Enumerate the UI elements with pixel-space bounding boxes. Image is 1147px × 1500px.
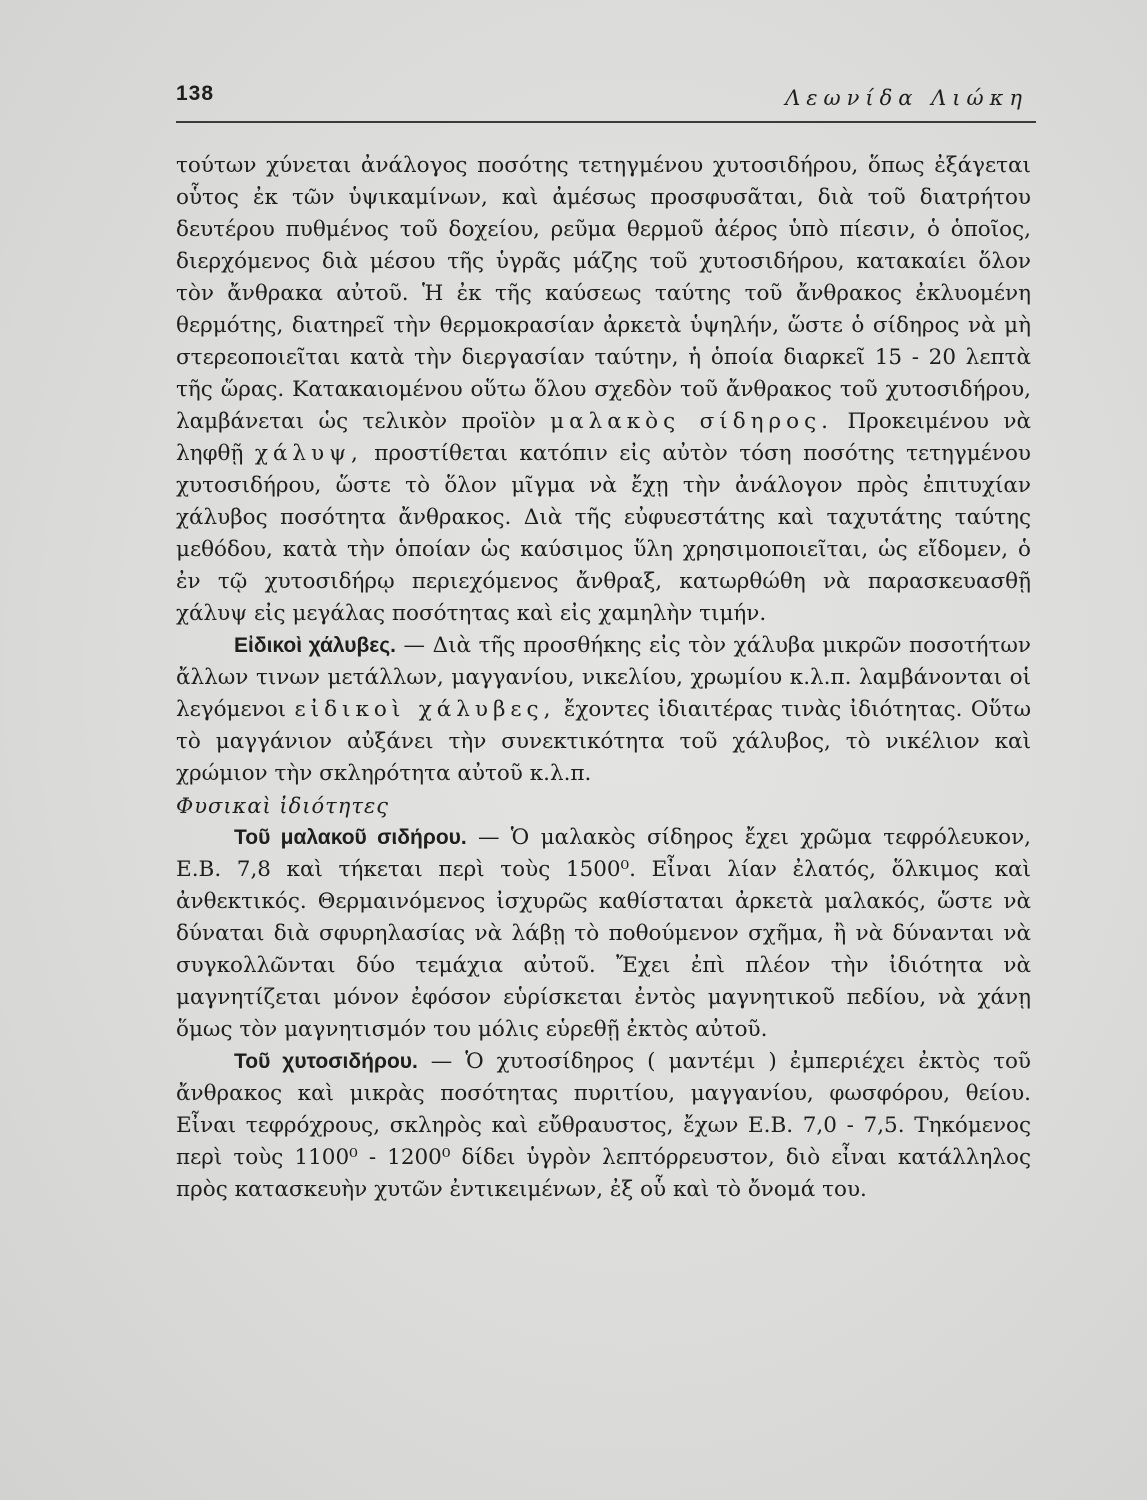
page-number: 138 xyxy=(176,82,215,105)
paragraph-text: ἔχοντες ἰδιαιτέρας τινὰς ἰδιότητας. Οὕτω τὸ μαγγάνιον αὐξάνει τὴν συνεκτικότητα τοῦ χάλυβος, τὸ νικέλιον καὶ χρώμιον τὴν σκληρότητα αὐτοῦ κ.λ.π. xyxy=(176,697,1031,786)
spaced-term-special-steels: εἰδικοὶ χάλυβες, xyxy=(294,697,556,722)
paragraph-text: Προκειμένου νὰ ληφθῇ xyxy=(176,409,1031,466)
spaced-term-steel: χάλυψ, xyxy=(254,441,363,466)
paragraph-bessemer-process xyxy=(176,150,1031,630)
section-heading-cast-iron: Τοῦ χυτοσιδήρου. xyxy=(234,1050,418,1073)
subheading-physical-properties: Φυσικαὶ ἰδιότητες xyxy=(176,794,390,818)
section-heading-special-steels: Εἰδικοὶ χάλυβες. xyxy=(234,634,396,657)
paragraph-soft-iron xyxy=(176,822,1031,1046)
paragraph-text: — Ὁ μαλακὸς σίδηρος ἔχει χρῶμα τεφρόλευκον, Ε.Β. 7,8 καὶ τήκεται περὶ τοὺς 1500⁰. Εἶναι λίαν ἐλατός, ὅλκιμος καὶ ἀνθεκτικός. Θερμαινόμενος ἰσχυρῶς καθίσταται ἀρκετὰ μαλακός, ὥστε νὰ δύναται διὰ σφυρηλασίας νὰ λάβῃ τὸ ποθούμενον σχῆμα, ἢ νὰ δύνανται νὰ συγκολλῶνται δύο τεμάχια αὐτοῦ. Ἔχει ἐπὶ πλέον τὴν ἰδιότητα νὰ μαγνητίζεται μόνον ἐφόσον εὑρίσκεται ἐντὸς μαγνητικοῦ πεδίου, νὰ χάνῃ ὅμως τὸν μαγνητισμόν του μόλις εὑρεθῇ ἐκτὸς αὐτοῦ. xyxy=(176,825,1032,1042)
paragraph-text: — Ὁ χυτοσίδηρος ( μαντέμι ) ἐμπεριέχει ἐκτὸς τοῦ ἄνθρακος καὶ μικρὰς ποσότητας πυριτίου, μαγγανίου, φωσφόρου, θείου. Εἶναι τεφρόχρους, σκληρὸς καὶ εὔθραυστος, ἔχων Ε.Β. 7,0 - 7,5. Τηκόμενος περὶ τοὺς 1100⁰ - 1200⁰ δίδει ὑγρὸν λεπτόρρευστον, διὸ εἶναι κατάλληλος πρὸς κατασκευὴν χυτῶν ἐντικειμένων, ἐξ οὗ καὶ τὸ ὄνομά του. xyxy=(176,1049,1031,1202)
spaced-term-soft-iron: μαλακὸς σίδηρος. xyxy=(550,409,833,434)
header-rule xyxy=(176,121,1036,123)
page-header xyxy=(176,76,1036,116)
body-text xyxy=(176,150,1031,1206)
paragraph-text: — Διὰ τῆς προσθήκης εἰς τὸν χάλυβα μικρῶν ποσοτήτων ἄλλων τινων μετάλλων, μαγγανίου, νικελίου, χρωμίου κ.λ.π. λαμβάνονται οἱ λεγόμενοι xyxy=(176,633,1031,722)
running-head-author: Λεωνίδα Λιώκη xyxy=(785,86,1028,110)
paragraph-special-steels xyxy=(176,630,1031,790)
section-heading-soft-iron: Τοῦ μαλακοῦ σιδήρου. xyxy=(234,826,467,849)
paragraph-cast-iron xyxy=(176,1046,1031,1206)
paragraph-text: τούτων χύνεται ἀνάλογος ποσότης τετηγμένου χυτοσιδήρου, ὅπως ἐξάγεται οὗτος ἐκ τῶν ὑψικαμίνων, καὶ ἀμέσως προσφυσᾶται, διὰ τοῦ διατρήτου δευτέρου πυθμένος τοῦ δοχείου, ρεῦμα θερμοῦ ἀέρος ὑπὸ πίεσιν, ὁ ὁποῖος, διερχόμενος διὰ μέσου τῆς ὑγρᾶς μάζης τοῦ χυτοσιδήρου, κατακαίει ὅλον τὸν ἄνθρακα αὐτοῦ. Ἡ ἐκ τῆς καύσεως ταύτης τοῦ ἄνθρακος ἐκλυομένη θερμότης, διατηρεῖ τὴν θερμοκρασίαν ἀρκετὰ ὑψηλήν, ὥστε ὁ σίδηρος νὰ μὴ στερεοποιεῖται κατὰ τὴν διεργασίαν ταύτην, ἡ ὁποία διαρκεῖ 15 - 20 λεπτὰ τῆς ὥρας. Κατακαιομένου οὕτω ὅλου σχεδὸν τοῦ ἄνθρακος τοῦ χυτοσιδήρου, λαμβάνεται ὡς τελικὸν προϊὸν xyxy=(176,153,1031,434)
paragraph-text: προστίθεται κατόπιν εἰς αὐτὸν τόση ποσότης τετηγμένου χυτοσιδήρου, ὥστε τὸ ὅλον μῖγμα νὰ ἔχῃ τὴν ἀνάλογον πρὸς ἐπιτυχίαν χάλυβος ποσότητα ἄνθρακος. Διὰ τῆς εὐφυεστάτης καὶ ταχυτάτης ταύτης μεθόδου, κατὰ τὴν ὁποίαν ὡς καύσιμος ὕλη χρησιμοποιεῖται, ὡς εἴδομεν, ὁ ἐν τῷ χυτοσιδήρῳ περιεχόμενος ἄνθραξ, κατωρθώθη νὰ παρασκευασθῇ χάλυψ εἰς μεγάλας ποσότητας καὶ εἰς χαμηλὴν τιμήν. xyxy=(176,441,1031,626)
